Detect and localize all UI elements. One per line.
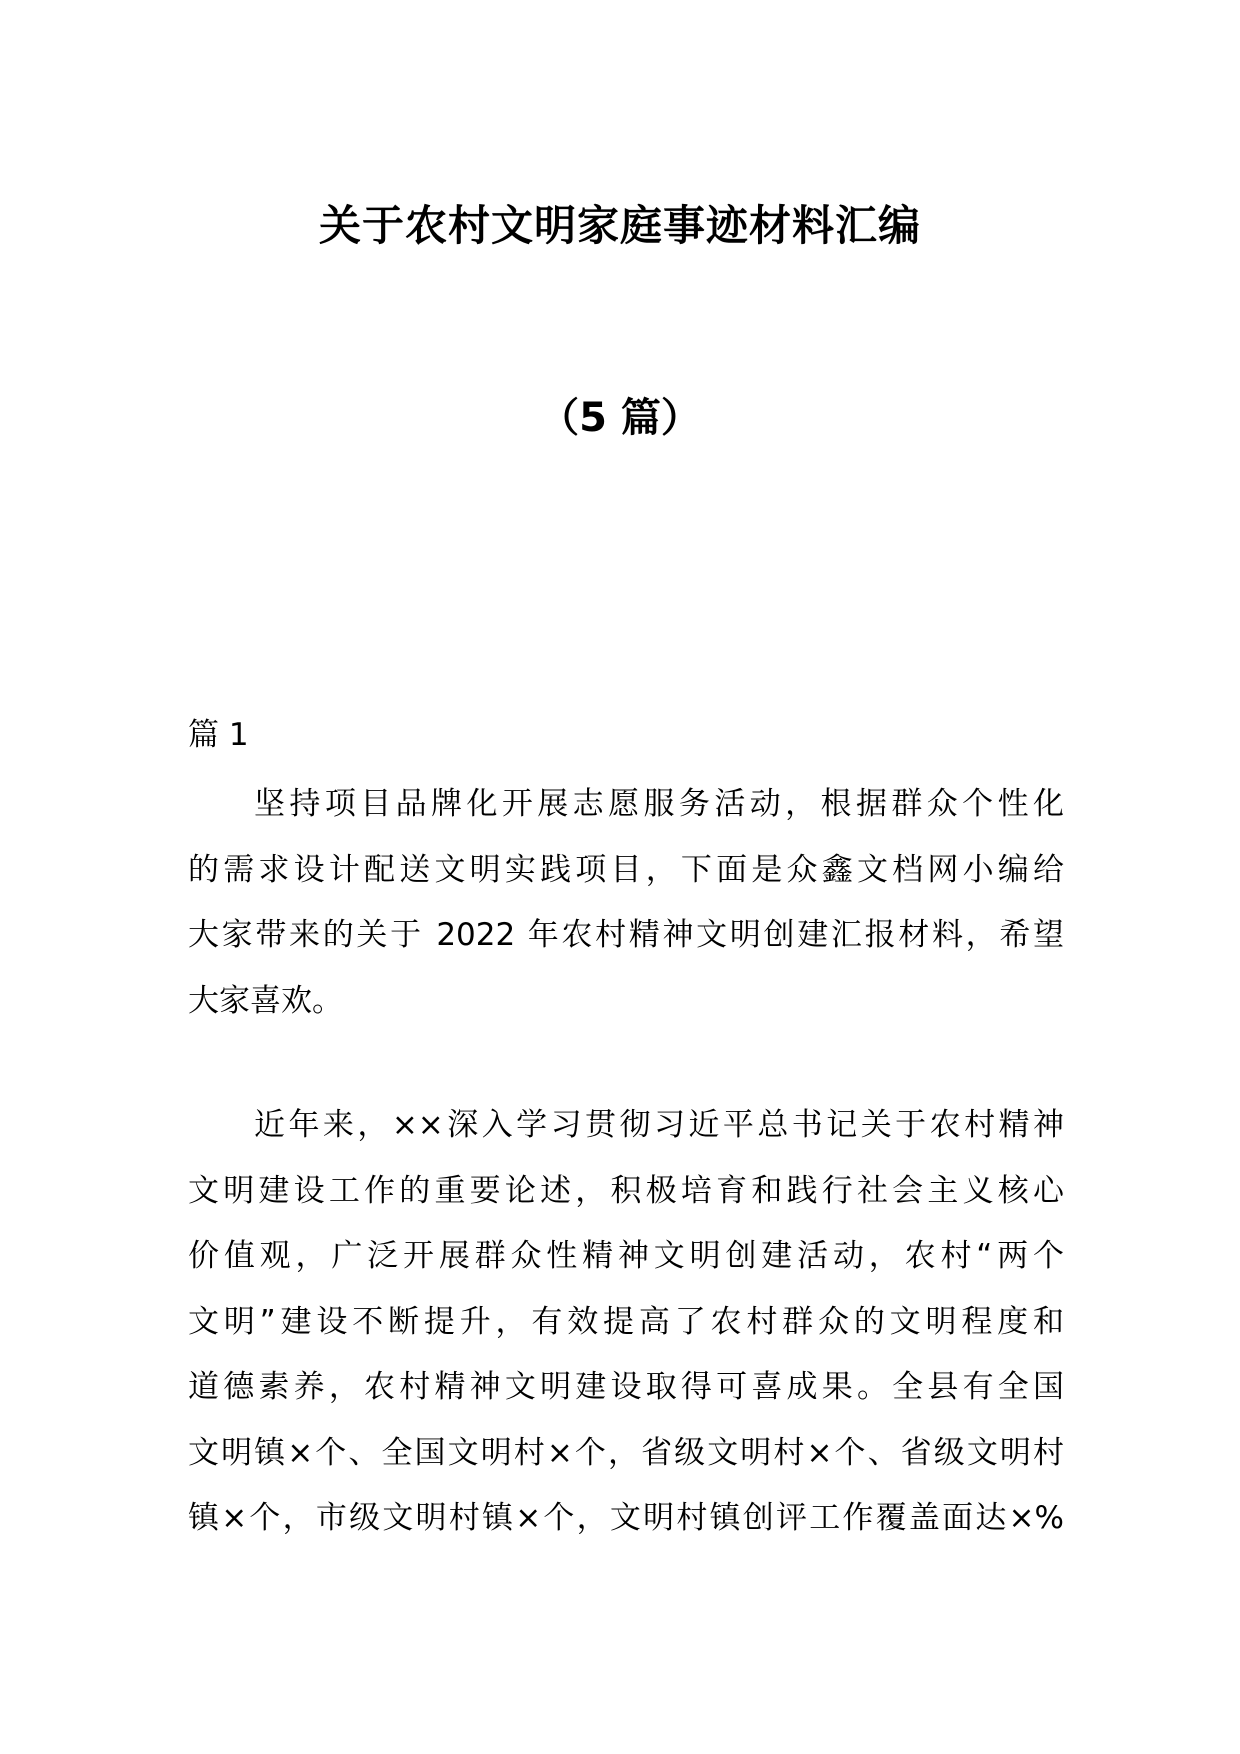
paragraph-line: 大家喜欢。 bbox=[188, 982, 343, 1019]
paragraph-line: 文明建设工作的重要论述，积极培育和践行社会主义核心 bbox=[188, 1172, 1064, 1209]
paragraph-line: 的需求设计配送文明实践项目，下面是众鑫文档网小编给 bbox=[188, 851, 1064, 888]
paragraph-line: 大家带来的关于 2022 年农村精神文明创建汇报材料，希望 bbox=[188, 917, 1064, 953]
paragraph-line: 道德素养，农村精神文明建设取得可喜成果。全县有全国 bbox=[188, 1369, 1064, 1405]
document-title: 关于农村文明家庭事迹材料汇编 bbox=[318, 201, 921, 250]
section-label: 篇 1 bbox=[188, 717, 249, 753]
paragraph-line: 文明”建设不断提升，有效提高了农村群众的文明程度和 bbox=[188, 1303, 1064, 1340]
paragraph-line: 镇×个，市级文明村镇×个，文明村镇创评工作覆盖面达×% bbox=[188, 1500, 1064, 1536]
paragraph-line: 近年来，××深入学习贯彻习近平总书记关于农村精神 bbox=[254, 1107, 1064, 1143]
paragraph-line: 坚持项目品牌化开展志愿服务活动，根据群众个性化 bbox=[254, 786, 1064, 822]
paragraph-body bbox=[188, 1093, 1064, 1552]
document-subtitle: （5 篇） bbox=[539, 395, 701, 441]
paragraph-intro bbox=[188, 772, 1064, 1034]
paragraph-line: 文明镇×个、全国文明村×个，省级文明村×个、省级文明村 bbox=[188, 1434, 1064, 1471]
paragraph-line: 价值观，广泛开展群众性精神文明创建活动，农村“两个 bbox=[188, 1238, 1064, 1274]
